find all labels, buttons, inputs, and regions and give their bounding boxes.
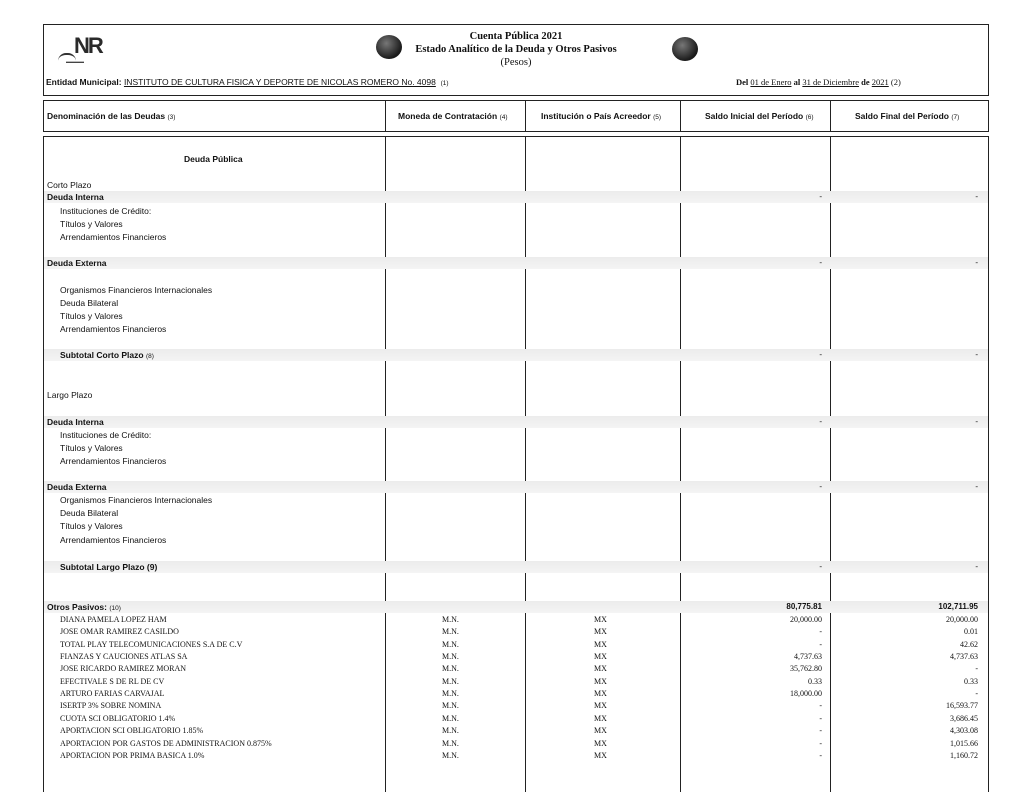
- liability-final-balance: -: [975, 664, 978, 674]
- table-row: [44, 626, 988, 638]
- table-row: [44, 389, 988, 401]
- col-moneda: Moneda de Contratación (4): [398, 111, 508, 121]
- liability-name: DIANA PAMELA LOPEZ HAM: [60, 615, 167, 624]
- table-row: [44, 179, 988, 191]
- subtotal-corto-plazo: Subtotal Corto Plazo (8): [60, 350, 154, 360]
- table-row: [44, 725, 988, 737]
- liability-name: JOSE OMAR RAMIREZ CASILDO: [60, 627, 179, 637]
- liability-country: MX: [594, 738, 607, 748]
- liability-initial-balance: 18,000.00: [790, 689, 822, 699]
- table-row: [44, 639, 988, 651]
- table-row: Deuda Interna - -: [44, 416, 988, 428]
- col-institucion: Institución o País Acreedor (5): [541, 111, 662, 121]
- liability-country: MX: [594, 615, 607, 624]
- period-year: 2021: [871, 77, 889, 87]
- table-row: Deuda Bilateral: [60, 508, 119, 518]
- liability-country: MX: [594, 689, 607, 699]
- liability-country: MX: [594, 713, 607, 723]
- liability-country: MX: [594, 664, 607, 674]
- liability-initial-balance: -: [819, 701, 822, 711]
- liability-currency: M.N.: [442, 676, 459, 686]
- liability-final-balance: 3,686.45: [950, 713, 978, 723]
- period-start: 01 de Enero: [750, 77, 792, 87]
- liability-name: JOSE RICARDO RAMIREZ MORAN: [60, 664, 187, 674]
- liability-country: MX: [594, 726, 607, 736]
- col-saldo-inicial: Saldo Inicial del Período (6): [705, 111, 814, 121]
- table-row: [44, 688, 988, 700]
- liability-currency: M.N.: [442, 726, 459, 736]
- liability-final-balance: 4,303.08: [950, 726, 978, 736]
- liability-initial-balance: -: [819, 713, 822, 723]
- table-row: Deuda Bilateral: [60, 298, 119, 308]
- liability-country: MX: [594, 750, 607, 760]
- municipal-logo: NR ▬▬▬▬: [58, 35, 104, 63]
- table-row: Instituciones de Crédito:: [60, 206, 152, 216]
- liability-final-balance: 1,015.66: [950, 738, 978, 748]
- liability-name: APORTACION POR PRIMA BASICA 1.0%: [60, 750, 205, 760]
- liability-country: MX: [594, 627, 607, 637]
- column-header-row: [43, 100, 989, 132]
- table-row: Arrendamientos Financieros: [60, 232, 167, 242]
- table-row: Organismos Financieros Internacionales: [60, 285, 213, 295]
- liability-initial-balance: -: [819, 639, 822, 649]
- period-line: Del 01 de Enero al 31 de Diciembre de 2021 (2): [736, 77, 901, 87]
- entity-line: [46, 77, 449, 87]
- entity-ref: (1): [440, 80, 449, 87]
- liability-initial-balance: -: [819, 726, 822, 736]
- otros-pasivos-label: Otros Pasivos: (10): [47, 602, 121, 612]
- liability-country: MX: [594, 676, 607, 686]
- table-row: [44, 676, 988, 688]
- otros-pasivos-inicial: 80,775.81: [786, 602, 822, 611]
- table-row: Títulos y Valores: [60, 311, 123, 321]
- liability-name: CUOTA SCI OBLIGATORIO 1.4%: [60, 713, 176, 723]
- liability-initial-balance: 0.33: [808, 676, 822, 686]
- table-row: [44, 700, 988, 712]
- liability-name: EFECTIVALE S DE RL DE CV: [60, 676, 165, 686]
- entity-name: INSTITUTO DE CULTURA FISICA Y DEPORTE DE NICOLAS ROMERO No. 4098: [123, 77, 436, 87]
- table-row: [44, 750, 988, 762]
- subtotal-largo-plazo: Subtotal Largo Plazo (9): [60, 562, 158, 572]
- table-row: Arrendamientos Financieros: [60, 535, 167, 545]
- table-row: Arrendamientos Financieros: [60, 456, 167, 466]
- report-header: [43, 24, 989, 96]
- liability-initial-balance: -: [819, 627, 822, 637]
- liability-initial-balance: -: [819, 750, 822, 760]
- liability-final-balance: 20,000.00: [946, 615, 978, 624]
- liability-currency: M.N.: [442, 664, 459, 674]
- liability-currency: M.N.: [442, 652, 459, 662]
- col-denominacion: Denominación de las Deudas (3): [47, 111, 176, 121]
- report-title: Cuenta Pública 2021: [469, 31, 563, 42]
- liability-name: APORTACION POR GASTOS DE ADMINISTRACION 0.875%: [60, 738, 272, 748]
- debt-table: [43, 136, 989, 792]
- period-end: 31 de Diciembre: [802, 77, 860, 87]
- table-row: [44, 651, 988, 663]
- liability-final-balance: 0.01: [964, 627, 978, 637]
- table-row: Deuda Externa - -: [44, 481, 988, 493]
- table-row: Subtotal Largo Plazo (9) - -: [44, 561, 988, 573]
- liability-currency: M.N.: [442, 689, 459, 699]
- table-row: [44, 614, 988, 626]
- liability-country: MX: [594, 639, 607, 649]
- liability-final-balance: 42.62: [960, 639, 978, 649]
- table-row: [44, 663, 988, 675]
- liability-name: FIANZAS Y CAUCIONES ATLAS SA: [60, 652, 188, 662]
- logo-text: NR: [74, 33, 102, 58]
- table-row: Títulos y Valores: [60, 443, 123, 453]
- otros-pasivos-final: 102,711.95: [938, 602, 978, 611]
- liability-name: APORTACION SCI OBLIGATORIO 1.85%: [60, 726, 204, 736]
- table-row: Deuda Interna - -: [44, 191, 988, 203]
- section-largo-plazo: Largo Plazo: [47, 390, 93, 400]
- liability-currency: M.N.: [442, 750, 459, 760]
- liability-country: MX: [594, 652, 607, 662]
- report-subtitle: Estado Analítico de la Deuda y Otros Pasivos: [415, 44, 617, 55]
- table-row: Deuda Externa - -: [44, 257, 988, 269]
- table-row: [44, 713, 988, 725]
- table-row: [44, 601, 988, 613]
- liability-currency: M.N.: [442, 639, 459, 649]
- table-row: Instituciones de Crédito:: [60, 430, 152, 440]
- table-row: [44, 153, 988, 165]
- liability-country: MX: [594, 701, 607, 711]
- table-row: [44, 738, 988, 750]
- liability-currency: M.N.: [442, 713, 459, 723]
- table-row: Organismos Financieros Internacionales: [60, 495, 213, 505]
- section-corto-plazo: Corto Plazo: [47, 180, 92, 190]
- col-saldo-final: Saldo Final del Período (7): [855, 111, 960, 121]
- liability-final-balance: 1,160.72: [950, 750, 978, 760]
- report-currency: (Pesos): [500, 57, 532, 68]
- table-row: Arrendamientos Financieros: [60, 324, 167, 334]
- liability-final-balance: 16,593.77: [946, 701, 978, 711]
- liability-currency: M.N.: [442, 738, 459, 748]
- table-row: Subtotal Corto Plazo (8) - -: [44, 349, 988, 361]
- liability-initial-balance: 4,737.63: [794, 652, 822, 662]
- table-row: Títulos y Valores: [60, 521, 123, 531]
- liability-currency: M.N.: [442, 701, 459, 711]
- liability-currency: M.N.: [442, 615, 459, 624]
- liability-final-balance: -: [975, 689, 978, 699]
- entity-label: Entidad Municipal:: [46, 77, 122, 87]
- liability-final-balance: 0.33: [964, 676, 978, 686]
- liability-final-balance: 4,737.63: [950, 652, 978, 662]
- liability-initial-balance: 35,762.80: [790, 664, 822, 674]
- liability-name: ARTURO FARIAS CARVAJAL: [60, 689, 165, 699]
- section-deuda-publica: Deuda Pública: [184, 154, 243, 164]
- liability-currency: M.N.: [442, 627, 459, 637]
- liability-name: TOTAL PLAY TELECOMUNICACIONES S.A DE C.V: [60, 639, 243, 649]
- table-row: Títulos y Valores: [60, 219, 123, 229]
- liability-name: ISERTP 3% SOBRE NOMINA: [60, 701, 162, 711]
- liability-initial-balance: 20,000.00: [790, 615, 822, 624]
- liability-initial-balance: -: [819, 738, 822, 748]
